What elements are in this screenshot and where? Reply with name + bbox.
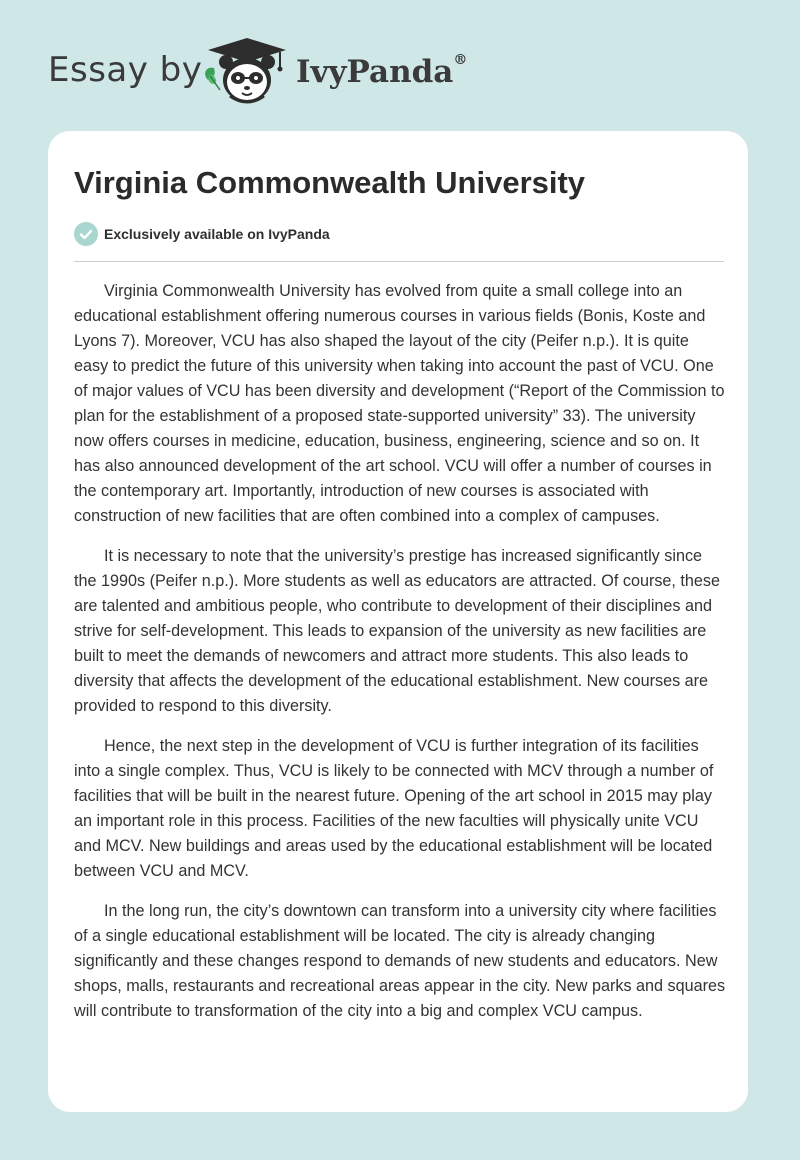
brand-name[interactable] (296, 54, 467, 90)
essay-paragraph-2: It is necessary to note that the university’s prestige has increased significantly since the 1990s (Peifer n.p.). More students as well as educators are attracted. Of course, these are talented and ambitious people, who contribute to development of their disciplines and strive for self-development. This leads to expansion of the university as new facilities are built to meet the demands of newcomers and attract more students. This also leads to diversity that affects the development of the educational establishment. New courses are provided to respond to this diversity. (74, 547, 721, 715)
brand-name-text: IvyPanda (296, 54, 454, 90)
exclusive-badge (74, 222, 330, 246)
essay-card (48, 131, 748, 1112)
essay-paragraph-3: Hence, the next step in the development of VCU is further integration of its facilities into a single complex. Thus, VCU is likely to be connected with MCV through a number of facilities that will be built in the nearest future. Opening of the art school in 2015 may play an important role in this process. Facilities of the new faculties will physically unite VCU and MCV. New buildings and areas used by the educational establishment will be located between VCU and MCV. (74, 737, 714, 880)
site-header (0, 0, 800, 130)
registered-mark: ® (453, 52, 468, 68)
exclusive-badge-label: Exclusively available on IvyPanda (104, 226, 330, 242)
essay-paragraph-4: In the long run, the city’s downtown can transform into a university city where facilities of a single educational establishment will be located. The city is already changing significantly and these changes respond to demands of new students and educators. New shops, malls, restaurants and recreational areas appear in the city. New parks and squares will contribute to transformation of the city into a big and complex VCU campus. (74, 902, 726, 1020)
essay-paragraph-1: Virginia Commonwealth University has evolved from quite a small college into an educational establishment offering numerous courses in various fields (Bonis, Koste and Lyons 7). Moreover, VCU has also shaped the layout of the city (Peifer n.p.). It is quite easy to predict the future of this university when taking into account the past of VCU. One of major values of VCU has been diversity and development (“Report of the Commission to plan for the establishment of a proposed state-supported university” 33). The university now offers courses in medicine, education, business, engineering, science and so on. It has also announced development of the art school. VCU will offer a number of courses in the contemporary art. Importantly, introduction of new courses is associated with construction of new facilities that are often combined into a complex of campuses. (74, 282, 725, 525)
essay-body (74, 279, 726, 1039)
panda-graduate-logo-icon[interactable] (200, 36, 294, 108)
essay-title: Virginia Commonwealth University (74, 165, 586, 200)
title-divider (74, 261, 724, 262)
brand-prefix: Essay by (48, 50, 203, 90)
check-circle-icon (74, 222, 98, 246)
